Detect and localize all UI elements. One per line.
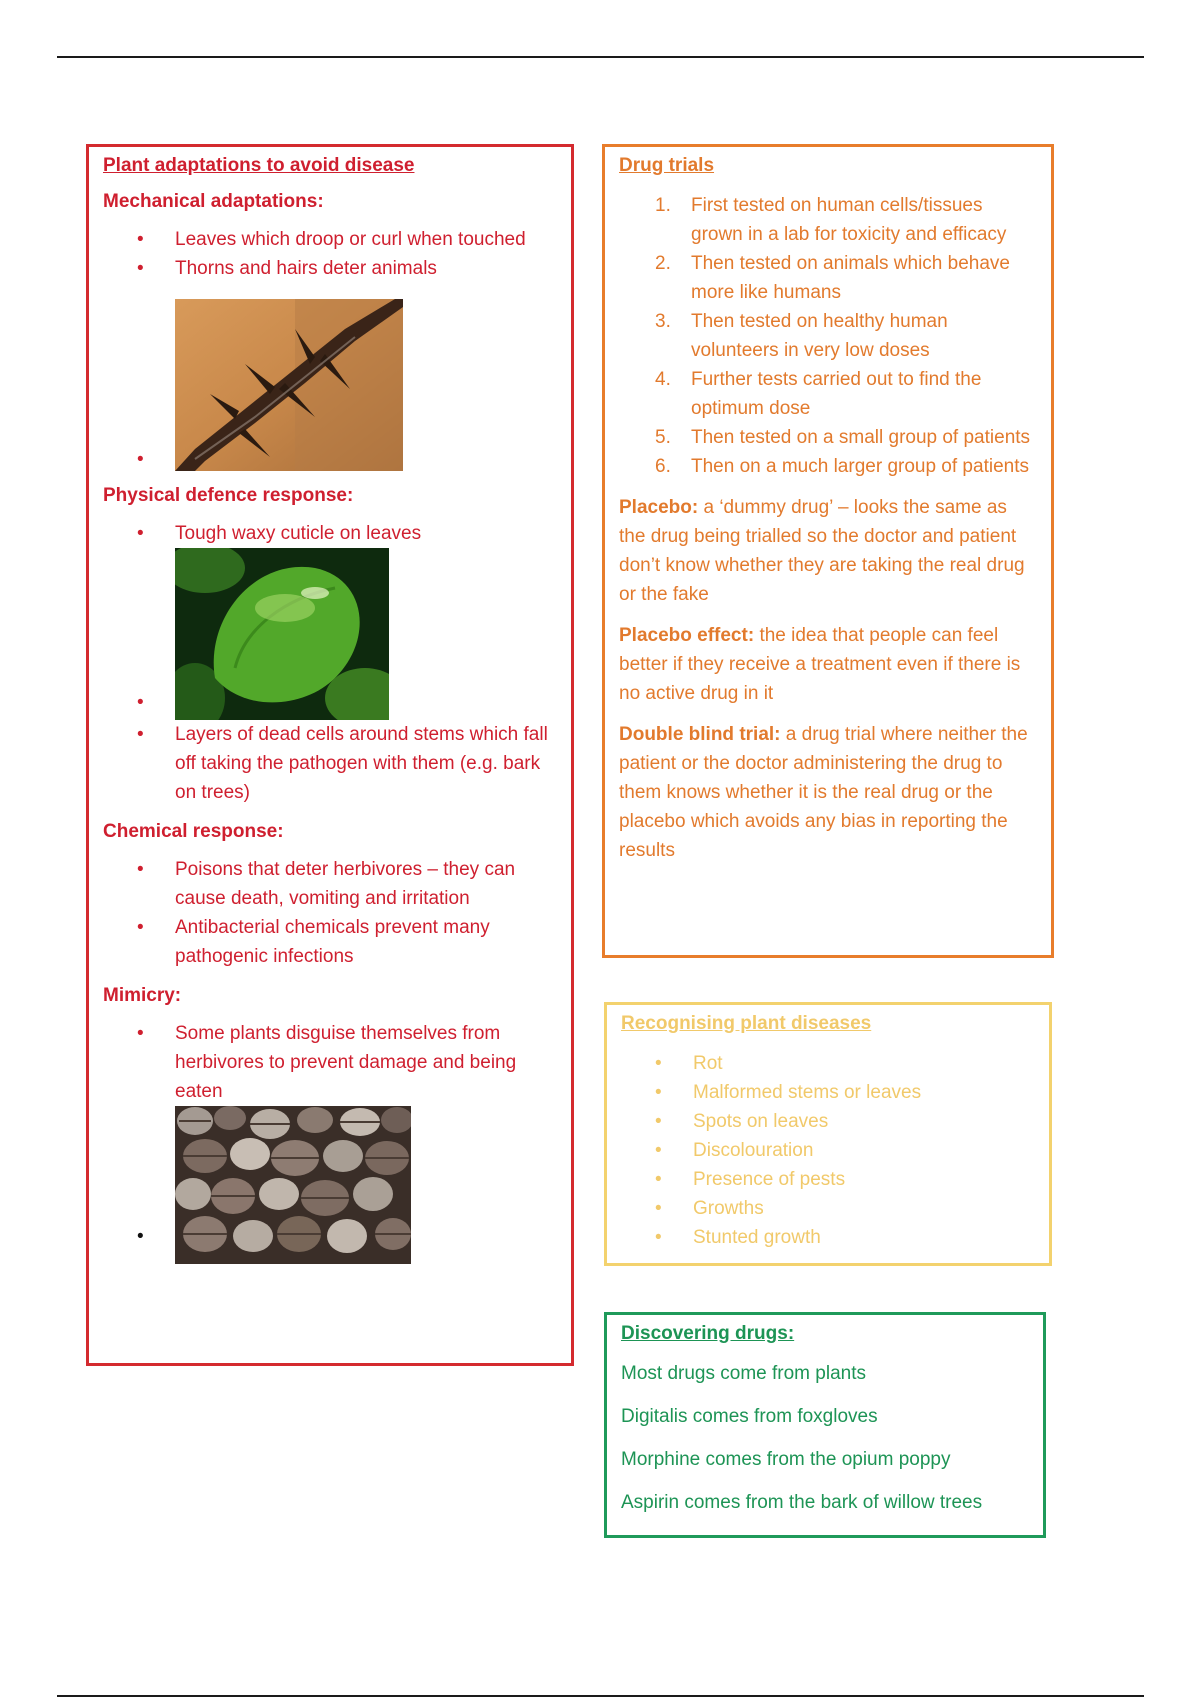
discovering-line: Morphine comes from the opium poppy <box>621 1449 951 1470</box>
discovering-line: Most drugs come from plants <box>621 1363 866 1384</box>
bottom-rule <box>57 1695 1144 1697</box>
bullet-icon: • <box>655 1082 662 1103</box>
symptom-list <box>621 1049 1035 1252</box>
list-item: • Spots on leaves <box>621 1107 1035 1136</box>
list-item: • Malformed stems or leaves <box>621 1078 1035 1107</box>
bullet-icon: • <box>137 917 144 938</box>
bullet-icon: • <box>137 859 144 880</box>
list-item: • Discolouration <box>621 1136 1035 1165</box>
drug-trials-title: Drug trials <box>619 155 715 176</box>
waxy-leaf-photo <box>175 548 389 720</box>
list-item: • Presence of pests <box>621 1165 1035 1194</box>
bullet-icon: • <box>137 692 144 713</box>
list-item: • Leaves which droop or curl when touched <box>103 225 557 254</box>
bullet-icon: • <box>137 724 144 745</box>
chemical-heading: Chemical response: <box>103 821 284 842</box>
bullet-icon: • <box>655 1169 662 1190</box>
bullet-icon: • <box>655 1140 662 1161</box>
recognising-title: Recognising plant diseases <box>621 1013 872 1034</box>
discovering-title: Discovering drugs: <box>621 1323 795 1344</box>
list-item: • Tough waxy cuticle on leaves <box>103 519 557 548</box>
list-item: 2. Then tested on animals which behave more like humans <box>655 253 1010 303</box>
list-item: 6. Then on a much larger group of patients <box>655 456 1029 477</box>
placebo-definition: Placebo: a ‘dummy drug’ – looks the same as the drug being trialled so the doctor and patient don’t know whether they are taking the real drug or the fake <box>619 497 1025 605</box>
drug-trials-box <box>602 144 1054 958</box>
list-item: • Some plants disguise themselves from herbivores to prevent damage and being eaten <box>103 1019 557 1106</box>
plant-adaptations-box <box>86 144 574 1366</box>
list-item: • Layers of dead cells around stems which fall off taking the pathogen with them (e.g. bark on trees) <box>103 720 557 807</box>
physical-heading: Physical defence response: <box>103 485 354 506</box>
physical-list <box>103 519 557 807</box>
list-item: • Poisons that deter herbivores – they can cause death, vomiting and irritation <box>103 855 557 913</box>
double-blind-definition: Double blind trial: a drug trial where neither the patient or the doctor administering the drug to them knows whether it is the real drug or the placebo which avoids any bias in reporting the results <box>619 724 1028 861</box>
discovering-line: Aspirin comes from the bark of willow trees <box>621 1492 983 1513</box>
list-item <box>103 299 557 471</box>
bullet-icon: • <box>137 1023 144 1044</box>
list-item <box>103 548 557 720</box>
list-item: 1. First tested on human cells/tissues grown in a lab for toxicity and efficacy <box>655 195 1007 245</box>
list-item: • Antibacterial chemicals prevent many pathogenic infections <box>103 913 557 971</box>
drug-trial-steps <box>619 191 1037 481</box>
list-item: • Stunted growth <box>621 1223 1035 1252</box>
placebo-effect-definition: Placebo effect: the idea that people can feel better if they receive a treatment even if there is no active drug in it <box>619 625 1021 704</box>
mimicry-heading: Mimicry: <box>103 985 182 1006</box>
plant-box-title: Plant adaptations to avoid disease <box>103 155 415 176</box>
list-item: 5. Then tested on a small group of patients <box>655 427 1031 448</box>
list-item: 3. Then tested on healthy human volunteers in very low doses <box>655 311 948 361</box>
discovering-line: Digitalis comes from foxgloves <box>621 1406 878 1427</box>
mechanical-list <box>103 225 557 471</box>
list-item: 4. Further tests carried out to find the optimum dose <box>655 369 982 419</box>
recognising-diseases-box <box>604 1002 1052 1266</box>
top-rule <box>57 56 1144 58</box>
list-item: • Thorns and hairs deter animals <box>103 254 557 283</box>
bullet-icon: • <box>655 1227 662 1248</box>
list-item <box>103 1106 557 1264</box>
bullet-icon: • <box>137 523 144 544</box>
living-stones-photo <box>175 1106 411 1264</box>
mechanical-heading: Mechanical adaptations: <box>103 191 324 212</box>
mimicry-list <box>103 1019 557 1264</box>
bullet-icon: • <box>137 229 144 250</box>
bullet-icon: • <box>137 1226 144 1247</box>
bullet-icon: • <box>655 1198 662 1219</box>
list-item: • Rot <box>621 1049 1035 1078</box>
bullet-icon: • <box>137 449 144 470</box>
bullet-icon: • <box>655 1053 662 1074</box>
discovering-drugs-box <box>604 1312 1046 1538</box>
bullet-icon: • <box>137 258 144 279</box>
bullet-icon: • <box>655 1111 662 1132</box>
thorn-branch-photo <box>175 299 403 471</box>
chemical-list <box>103 855 557 971</box>
list-item: • Growths <box>621 1194 1035 1223</box>
